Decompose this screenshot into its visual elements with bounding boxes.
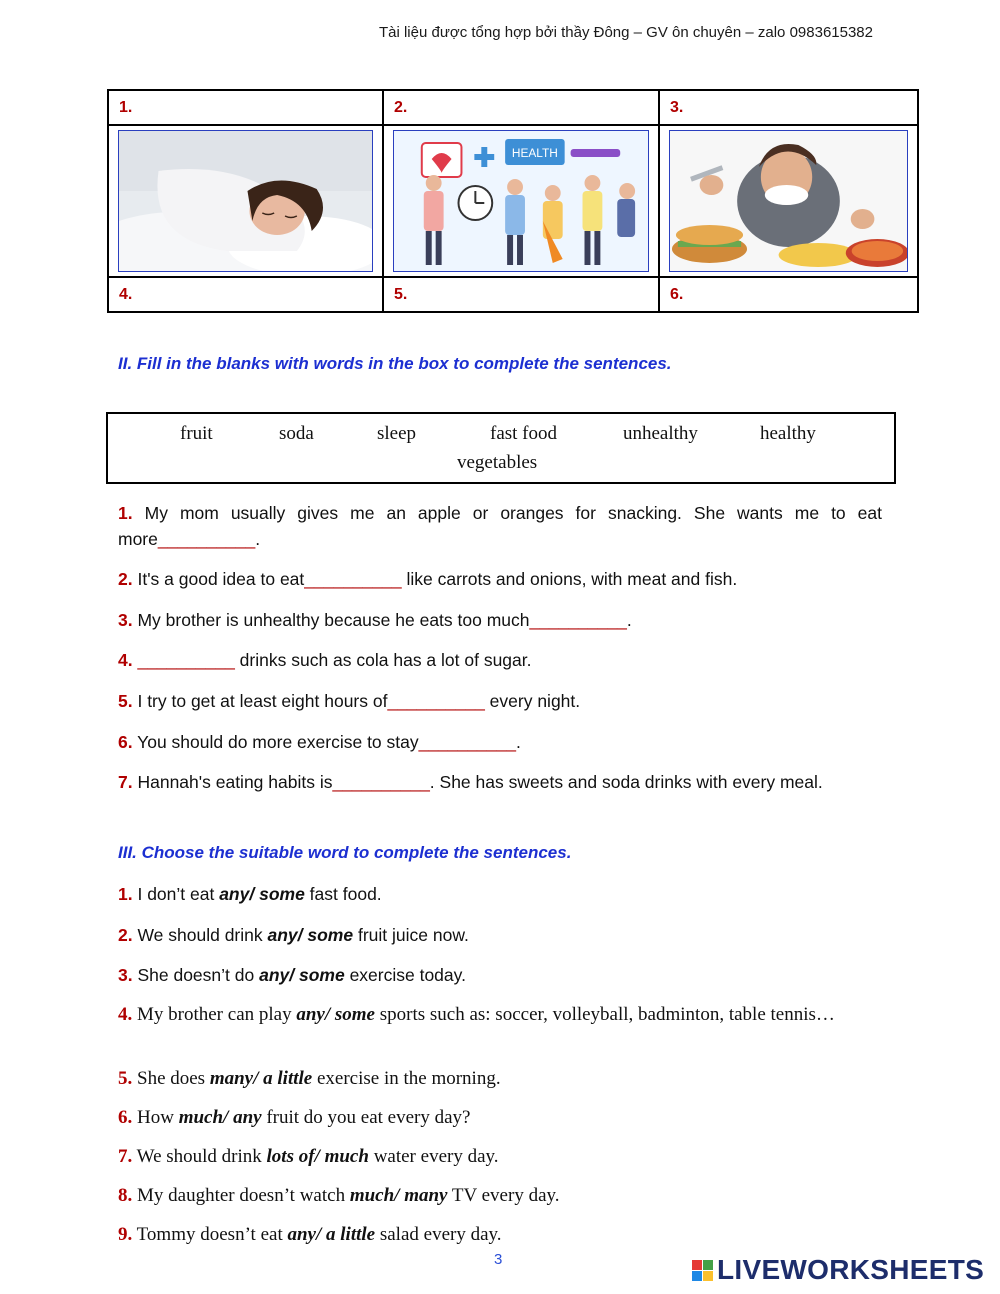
answer-blank[interactable]: __________	[304, 569, 402, 589]
word-choice-options[interactable]: lots of/ much	[266, 1146, 369, 1167]
choice-question-6: 6. How much/ any fruit do you eat every day?	[118, 1107, 471, 1128]
word-box	[106, 412, 896, 484]
section2-title: II. Fill in the blanks with words in the box to complete the sentences.	[118, 354, 672, 373]
section3-title: III. Choose the suitable word to complete the sentences.	[118, 843, 572, 862]
choice-question-5: 5. She does many/ a little exercise in the morning.	[118, 1068, 501, 1089]
word-choice-options[interactable]: any/ some	[267, 925, 354, 945]
choice-question-2: 2. We should drink any/ some fruit juice now.	[118, 925, 469, 945]
picture-label-6: 6.	[670, 286, 684, 303]
word-choice-options[interactable]: much/ many	[349, 1185, 448, 1206]
document-header: Tài liệu được tổng hợp bởi thầy Đông – GV ôn chuyên – zalo 0983615382	[378, 24, 873, 41]
fill-question-4: 4. __________ drinks such as cola has a lot of sugar.	[118, 650, 532, 670]
answer-blank[interactable]: __________	[387, 691, 485, 711]
word-choice-options[interactable]: any/ a little	[287, 1224, 376, 1245]
picture-table	[107, 89, 919, 313]
choice-question-8: 8. My daughter doesn’t watch much/ many TV every day.	[118, 1185, 560, 1206]
answer-blank[interactable]: __________	[157, 529, 256, 549]
choice-question-3: 3. She doesn’t do any/ some exercise today.	[118, 965, 466, 985]
word-choice-options[interactable]: any/ some	[296, 1004, 375, 1025]
answer-blank[interactable]: __________	[332, 772, 430, 792]
fast-food-woman-image	[669, 130, 908, 272]
word-soda: soda	[279, 423, 314, 444]
word-choice-options[interactable]: any/ some	[259, 965, 345, 985]
word-sleep: sleep	[377, 423, 417, 444]
choice-question-4: 4. My brother can play any/ some sports such as: soccer, volleyball, badminton, table tennis…	[118, 1004, 835, 1025]
answer-blank[interactable]: __________	[529, 610, 627, 630]
logo-grid-icon	[692, 1260, 713, 1281]
fill-question-2: 2. It's a good idea to eat__________ like carrots and onions, with meat and fish.	[118, 569, 738, 589]
brand-name: LIVEWORKSHEETS	[717, 1254, 985, 1285]
answer-blank[interactable]: __________	[137, 650, 235, 670]
word-choice-options[interactable]: much/ any	[178, 1107, 262, 1128]
fill-question-1: 1. My mom usually gives me an apple or oranges for snacking. She wants me to eat more__________.	[118, 503, 882, 549]
sleeping-woman-image	[118, 130, 373, 272]
word-healthy: healthy	[760, 423, 816, 444]
picture-label-2: 2.	[394, 99, 408, 116]
choice-question-9: 9. Tommy doesn’t eat any/ a little salad every day.	[118, 1224, 502, 1245]
health-sign-text: HEALTH	[511, 145, 558, 161]
fill-question-7: 7. Hannah's eating habits is__________. She has sweets and soda drinks with every meal.	[118, 772, 823, 792]
answer-blank[interactable]: __________	[418, 732, 516, 752]
fill-question-5: 5. I try to get at least eight hours of__________ every night.	[118, 691, 581, 711]
fill-question-6: 6. You should do more exercise to stay__________.	[118, 732, 521, 752]
fill-question-3: 3. My brother is unhealthy because he eats too much__________.	[118, 610, 632, 630]
picture-label-3: 3.	[670, 99, 684, 116]
word-choice-options[interactable]: many/ a little	[209, 1068, 313, 1089]
word-fast-food: fast food	[490, 423, 558, 444]
choice-question-7: 7. We should drink lots of/ much water every day.	[118, 1146, 499, 1167]
health-illustration-image	[393, 130, 649, 272]
word-vegetables: vegetables	[457, 452, 538, 473]
picture-label-5: 5.	[394, 286, 408, 303]
picture-label-4: 4.	[119, 286, 133, 303]
picture-label-1: 1.	[119, 99, 133, 116]
word-fruit: fruit	[180, 423, 213, 444]
word-choice-options[interactable]: any/ some	[219, 884, 305, 904]
page-number: 3	[494, 1251, 503, 1268]
choice-question-1: 1. I don’t eat any/ some fast food.	[118, 884, 382, 904]
word-unhealthy: unhealthy	[623, 423, 698, 444]
liveworksheets-logo[interactable]	[692, 1254, 984, 1286]
